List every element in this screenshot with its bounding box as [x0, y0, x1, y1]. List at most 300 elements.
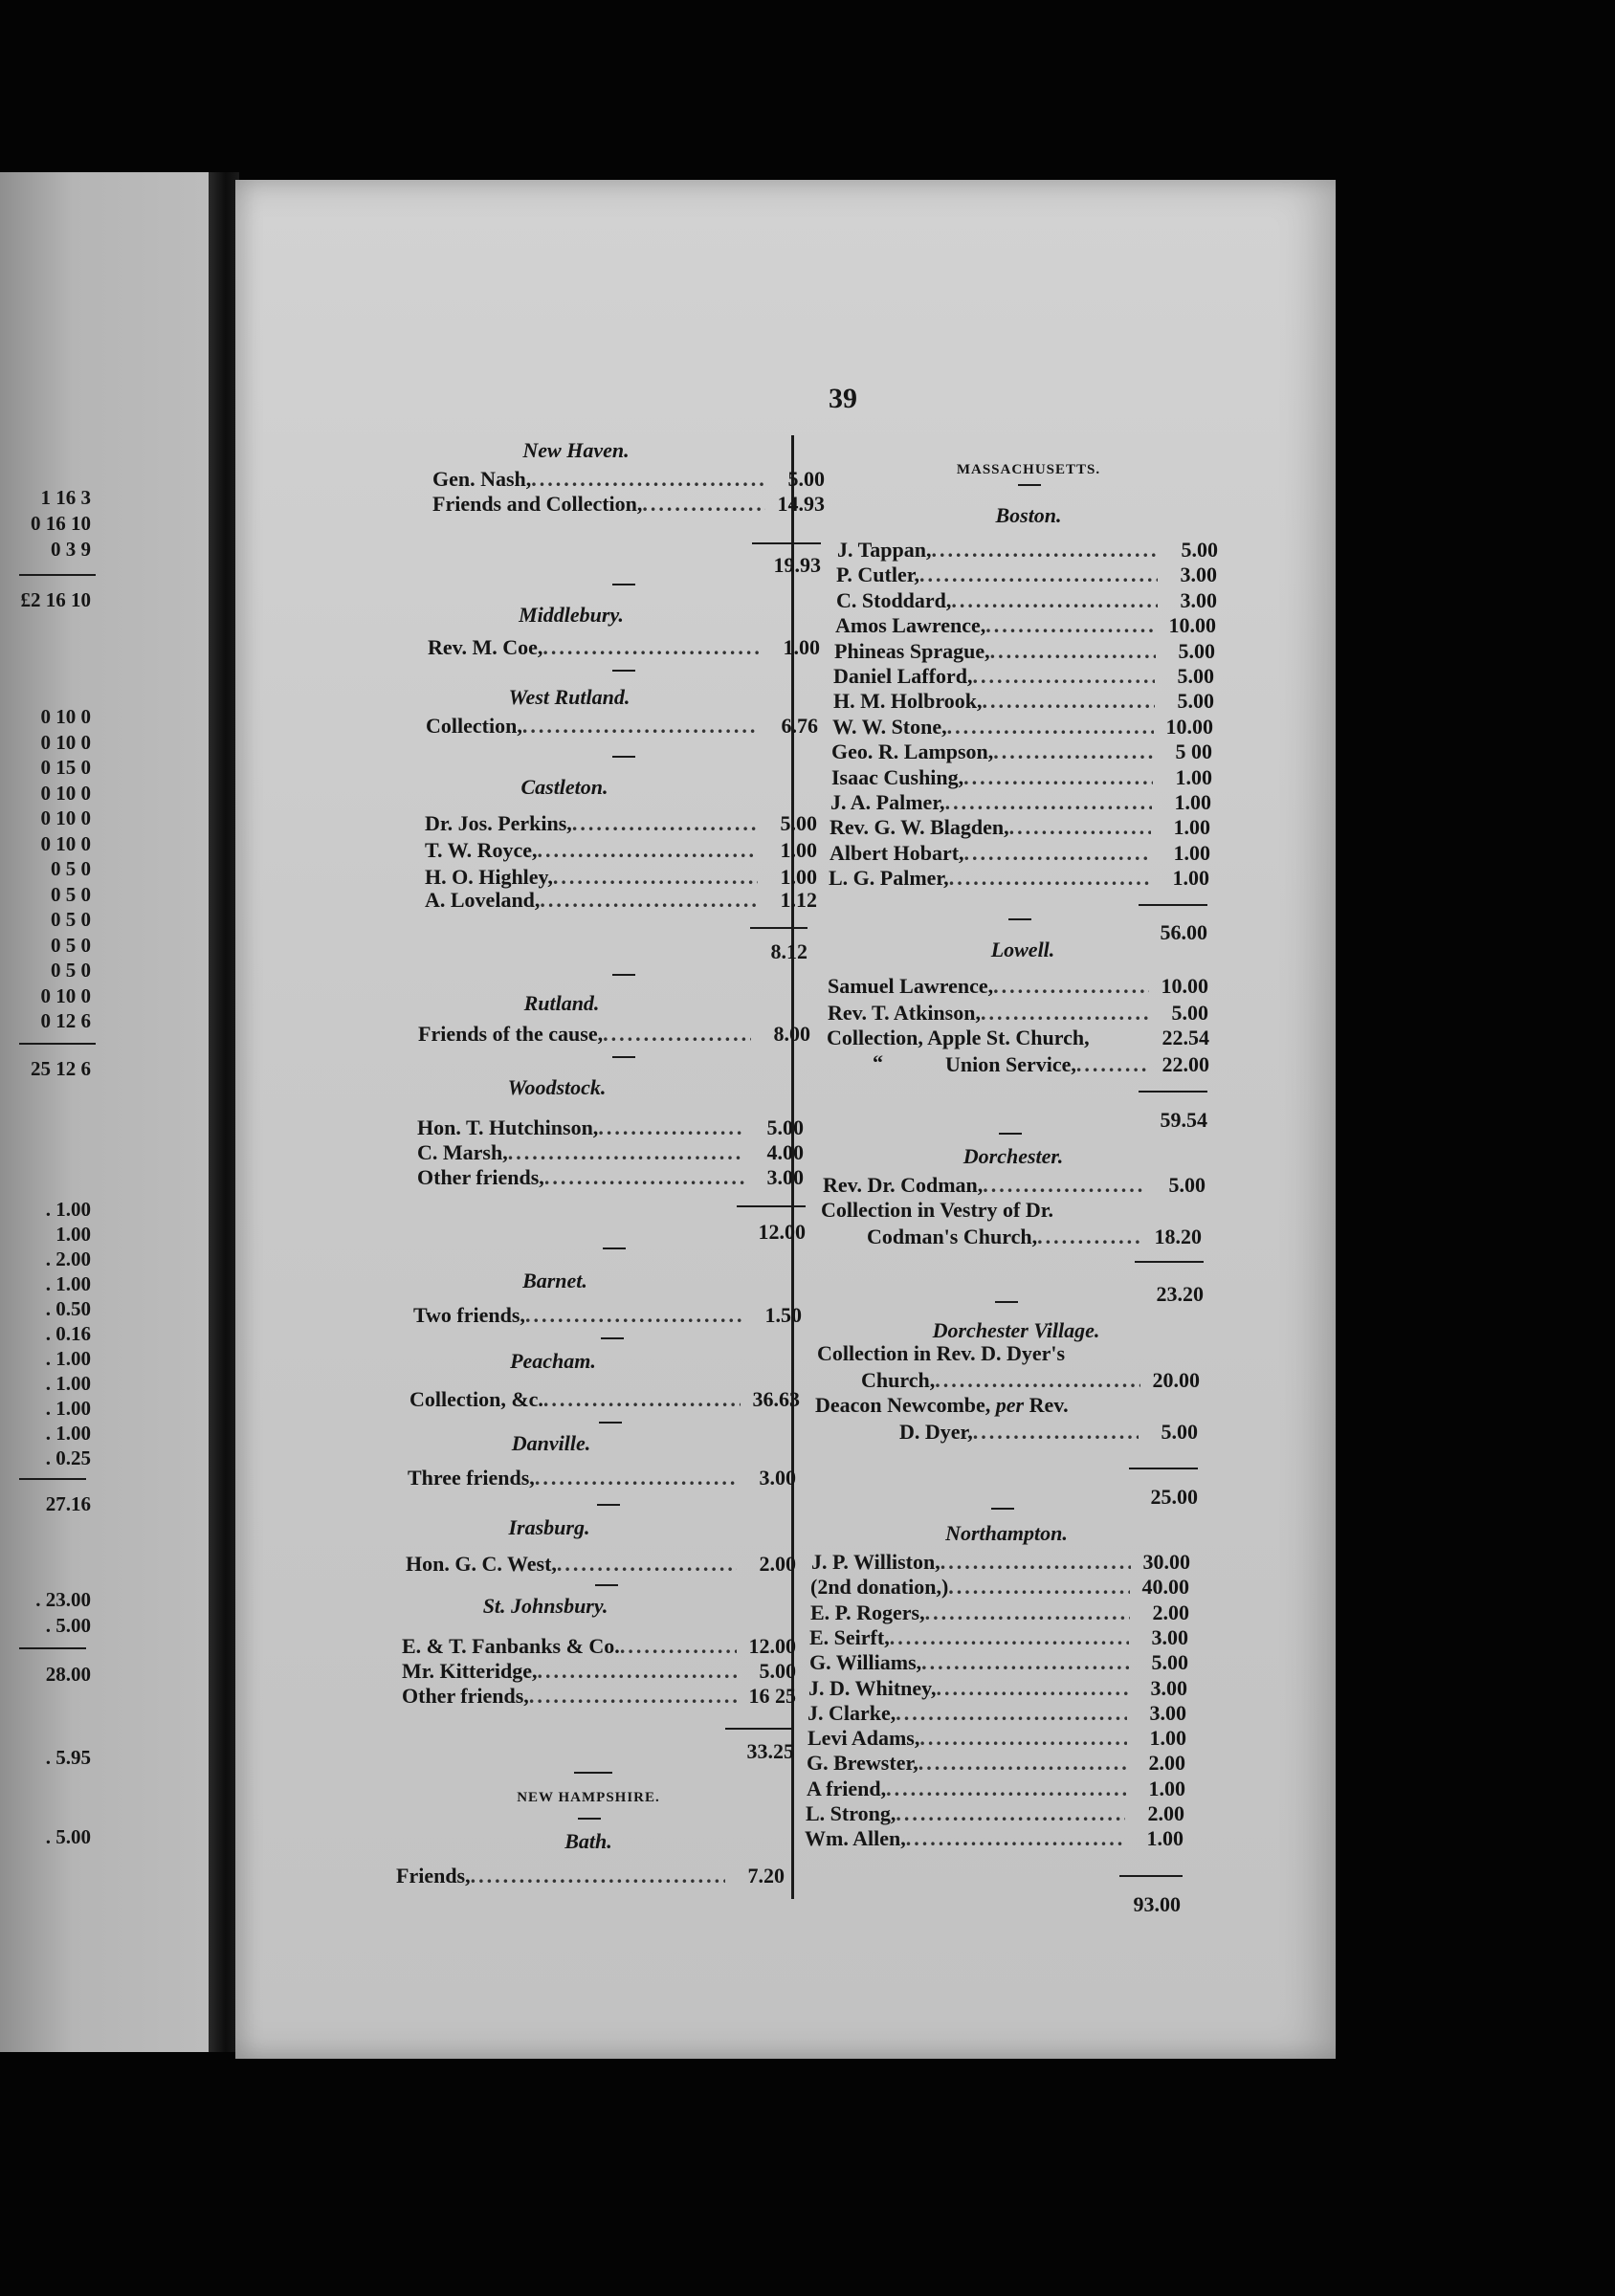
leader-dots: [572, 811, 758, 836]
total-rule: [1135, 1261, 1204, 1263]
state-heading: NEW HAMPSHIRE.: [517, 1790, 660, 1805]
amount: 10.00: [1161, 974, 1208, 998]
section-dash: [612, 756, 635, 758]
amount: 14.93: [777, 492, 825, 516]
amount: 3.00: [1151, 1624, 1188, 1649]
donation-entry: [831, 765, 1212, 790]
amount: 4.00: [766, 1140, 804, 1164]
amount: 5.00: [1161, 1420, 1198, 1444]
amount: 1.12: [780, 888, 817, 912]
section-dash: [1008, 918, 1031, 920]
leader-dots: [538, 1659, 737, 1684]
leader-dots: [921, 1650, 1129, 1675]
donor-name: E. & T. Fanbanks & Co.: [402, 1634, 620, 1658]
leader-dots: [642, 492, 765, 517]
leader-dots: [557, 1552, 737, 1577]
town-heading: Rutland.: [523, 991, 600, 1015]
donor-name: Hon. G. C. West,: [406, 1552, 557, 1576]
leader-dots: [535, 1466, 737, 1490]
section-total: 93.00: [1133, 1892, 1181, 1916]
leader-dots: [598, 1115, 744, 1140]
donation-entry: [828, 1001, 1208, 1026]
donation-entry: [861, 1368, 1200, 1393]
donor-name: Other friends,: [417, 1165, 544, 1189]
amount: 1.00: [780, 838, 817, 862]
donor-name: Collection in Rev. D. Dyer's: [817, 1341, 1066, 1365]
left-figure: . 0.16: [45, 1322, 91, 1345]
donor-name: E. P. Rogers,: [810, 1600, 925, 1624]
amount: 5.00: [766, 1115, 804, 1139]
leader-dots: [931, 538, 1159, 563]
total-rule: [19, 1647, 86, 1649]
donor-name: Rev. Dr. Codman,: [823, 1173, 984, 1197]
amount: 2.00: [1147, 1801, 1184, 1825]
leader-dots: [1076, 1052, 1150, 1077]
town-heading: Barnet.: [522, 1269, 587, 1292]
donation-entry: [806, 1801, 1184, 1826]
left-figure: 0 12 6: [40, 1009, 91, 1032]
donor-name: D. Dyer,: [899, 1420, 973, 1444]
leader-dots: [973, 1420, 1139, 1445]
donation-entry: [811, 1550, 1190, 1575]
leader-dots: [544, 1165, 744, 1190]
amount: 3.00: [1180, 587, 1217, 612]
left-figure: . 0.25: [45, 1446, 91, 1469]
donation-entry: [409, 1387, 800, 1412]
left-figure: 0 10 0: [40, 781, 91, 805]
amount: 12.00: [748, 1634, 796, 1658]
donation-entry: [402, 1634, 796, 1659]
amount: 10.00: [1168, 613, 1216, 638]
left-page-fragment: [0, 172, 209, 2052]
donor-name: Geo. R. Lampson,: [831, 740, 994, 764]
amount: 7.20: [747, 1864, 785, 1888]
left-figure: . 1.00: [45, 1198, 91, 1221]
section-dash: [999, 1133, 1022, 1135]
donation-entry: [808, 1701, 1186, 1726]
donation-entry: [828, 974, 1208, 999]
donor-name: (2nd donation,): [810, 1575, 949, 1600]
town-heading: Danville.: [511, 1431, 591, 1455]
donor-name: T. W. Royce,: [425, 838, 538, 862]
town-heading: Peacham.: [510, 1349, 596, 1373]
donation-entry: [830, 790, 1211, 815]
left-figure: . 5.00: [45, 1614, 91, 1637]
town-heading: Irasburg.: [508, 1515, 590, 1539]
left-figure: . 0.50: [45, 1297, 91, 1320]
donation-entry: [833, 664, 1214, 689]
town-heading: Dorchester.: [962, 1144, 1064, 1168]
amount: 6.76: [781, 714, 818, 738]
leader-dots: [886, 1777, 1126, 1801]
donor-name: J. Tappan,: [837, 538, 932, 562]
left-figure: . 23.00: [35, 1588, 91, 1611]
amount: 1.00: [783, 635, 820, 659]
donor-name: Collection in Vestry of Dr.: [821, 1198, 1054, 1222]
donor-name: Rev. G. W. Blagden,: [830, 815, 1009, 840]
donation-entry: [408, 1466, 796, 1490]
donor-name: Three friends,: [408, 1466, 535, 1490]
total-rule: [1139, 1091, 1207, 1093]
leader-dots: [982, 689, 1155, 714]
amount: 1.00: [1148, 1776, 1185, 1800]
amount: 5 00: [1175, 740, 1212, 764]
left-figure: . 5.95: [45, 1746, 91, 1769]
amount: 18.20: [1154, 1225, 1202, 1248]
donor-name: W. W. Stone,: [832, 714, 947, 739]
town-heading: Middlebury.: [519, 603, 624, 627]
page-number: 39: [829, 383, 857, 414]
left-figure: . 2.00: [45, 1247, 91, 1270]
leader-dots: [993, 740, 1153, 764]
donation-entry: [808, 1676, 1187, 1701]
section-total: 56.00: [1160, 920, 1207, 944]
leader-dots: [948, 1575, 1130, 1600]
amount: 36.63: [752, 1387, 800, 1411]
total-rule: [19, 574, 96, 576]
donor-name: Isaac Cushing,: [831, 764, 964, 789]
left-figure: . 1.00: [45, 1272, 91, 1295]
donation-entry: [810, 1575, 1189, 1600]
donor-name: J. A. Palmer,: [830, 790, 945, 814]
left-figure: 0 10 0: [40, 730, 91, 754]
donation-entry: [432, 492, 825, 517]
donor-name: Mr. Kitteridge,: [402, 1659, 538, 1683]
donor-name: Phineas Sprague,: [834, 638, 990, 663]
leader-dots: [940, 1550, 1131, 1575]
donation-entry: [402, 1659, 796, 1684]
left-figure: 0 5 0: [51, 908, 91, 931]
left-figure: 0 5 0: [51, 857, 91, 880]
left-figure: 0 5 0: [51, 959, 91, 982]
left-figure: 0 10 0: [40, 705, 91, 728]
donor-name: Levi Adams,: [808, 1726, 920, 1751]
leader-dots: [919, 1726, 1127, 1751]
donor-name: A. Loveland,: [425, 888, 541, 912]
total-rule: [725, 1728, 794, 1730]
donor-name: Rev. M. Coe,: [428, 635, 543, 659]
leader-dots: [542, 635, 761, 660]
donor-name: Two friends,: [413, 1303, 525, 1327]
section-total: 33.25: [746, 1739, 794, 1763]
donor-name: Dr. Jos. Perkins,: [425, 811, 572, 835]
section-dash: [1018, 484, 1041, 486]
donor-name: P. Cutler,: [836, 563, 919, 587]
donation-entry: [827, 1026, 1209, 1050]
donation-entry: [834, 639, 1215, 664]
donation-entry: [417, 1165, 804, 1190]
donation-entry: [418, 1022, 810, 1047]
town-heading: Boston.: [995, 503, 1062, 527]
donation-entry: [836, 588, 1217, 613]
state-heading: MASSACHUSETTS.: [956, 462, 1101, 477]
left-total: 28.00: [45, 1663, 91, 1686]
amount: 22.00: [1161, 1052, 1209, 1076]
donor-name: A friend,: [807, 1776, 887, 1800]
section-dash: [991, 1508, 1014, 1510]
donor-name: Other friends,: [402, 1684, 529, 1708]
section-dash: [995, 1301, 1018, 1303]
donation-entry: [432, 467, 825, 492]
leader-dots: [963, 765, 1153, 790]
donation-entry: [426, 714, 818, 739]
donor-name: Collection, &c.: [409, 1387, 543, 1411]
amount: 3.00: [766, 1165, 804, 1189]
donor-name: J. D. Whitney,: [808, 1675, 937, 1700]
total-rule: [752, 542, 821, 544]
donor-name: Codman's Church,: [867, 1225, 1038, 1248]
donation-entry: [808, 1726, 1186, 1751]
leader-dots: [983, 1173, 1146, 1198]
donation-entry: [836, 563, 1217, 587]
left-figure: . 1.00: [45, 1397, 91, 1420]
donation-entry: [428, 635, 820, 660]
amount: 5.00: [759, 1659, 796, 1683]
section-dash: [599, 1422, 622, 1424]
leader-dots: [919, 563, 1158, 587]
leader-dots: [540, 888, 758, 913]
donor-name: J. P. Williston,: [811, 1550, 940, 1574]
amount: 5.00: [1151, 1650, 1188, 1675]
donation-entry: [837, 538, 1218, 563]
total-rule: [1129, 1468, 1198, 1469]
town-heading: Woodstock.: [507, 1075, 607, 1099]
donation-entry: [833, 689, 1214, 714]
donor-name: G. Williams,: [809, 1650, 922, 1675]
leader-dots: [918, 1751, 1126, 1776]
town-heading: Northampton.: [945, 1521, 1068, 1545]
amount: 1.00: [1173, 840, 1210, 865]
amount: 5.00: [787, 467, 825, 491]
donation-entry: [425, 865, 817, 890]
amount: 20.00: [1152, 1368, 1200, 1392]
donor-name: C. Stoddard,: [836, 587, 952, 612]
amount: 1.00: [1173, 815, 1210, 840]
amount: 5.00: [1168, 1173, 1206, 1197]
donor-name: Albert Hobart,: [830, 840, 964, 865]
amount: 5.00: [1177, 664, 1214, 688]
leader-dots: [972, 664, 1155, 689]
amount: 5.00: [1171, 1001, 1208, 1025]
town-heading: New Haven.: [522, 438, 630, 462]
donor-name: [815, 1393, 1198, 1418]
donation-entry: [831, 740, 1212, 764]
donation-entry: [830, 815, 1210, 840]
donation-entry: [899, 1420, 1198, 1445]
section-total: 12.00: [758, 1220, 806, 1244]
donation-entry: [835, 613, 1216, 638]
amount: 5.00: [1181, 538, 1218, 562]
amount: 1.00: [1174, 790, 1211, 814]
donation-entry: [809, 1625, 1188, 1650]
donor-name: Amos Lawrence,: [835, 613, 986, 638]
total-rule: [1119, 1875, 1183, 1877]
donation-entry: [809, 1650, 1188, 1675]
left-figure: 0 10 0: [40, 983, 91, 1007]
total-rule: [574, 1772, 612, 1774]
donation-entry: [810, 1601, 1189, 1625]
left-figure: 0 3 9: [51, 538, 91, 561]
amount: 2.00: [759, 1552, 796, 1576]
leader-dots: [890, 1625, 1129, 1650]
donor-name: Deacon Newcombe,: [815, 1393, 991, 1417]
leader-dots: [985, 613, 1157, 638]
leader-dots: [949, 866, 1150, 891]
donation-entry: [425, 811, 817, 836]
left-figure: 1.00: [55, 1223, 91, 1246]
donation-entry: [829, 866, 1209, 891]
leader-dots: [936, 1676, 1128, 1701]
donor-name: L. G. Palmer,: [829, 866, 949, 891]
section-dash: [612, 584, 635, 585]
total-rule: [1139, 904, 1207, 906]
amount: 16 25: [748, 1684, 796, 1708]
donor-name: Union Service,: [945, 1052, 1076, 1076]
left-total: 27.16: [45, 1492, 91, 1515]
leader-dots: [964, 841, 1151, 866]
amount: 2.00: [1152, 1600, 1189, 1624]
amount: 3.00: [1180, 563, 1217, 587]
leader-dots: [951, 588, 1158, 613]
leader-dots: [543, 1387, 741, 1412]
left-figure: 0 5 0: [51, 882, 91, 906]
donor-name: H. M. Holbrook,: [833, 689, 983, 714]
amount: 3.00: [1149, 1700, 1186, 1725]
amount: 5.00: [780, 811, 817, 835]
left-total: 25 12 6: [31, 1057, 91, 1080]
left-figure: 0 5 0: [51, 933, 91, 957]
left-figure: 0 15 0: [40, 756, 91, 779]
donation-entry: [830, 841, 1210, 866]
donation-entry: [945, 1052, 1209, 1077]
leader-dots: [993, 974, 1149, 999]
donation-entry: [417, 1140, 804, 1165]
leader-dots: [471, 1864, 725, 1888]
section-dash: [578, 1818, 601, 1820]
donation-entry: [413, 1303, 802, 1328]
donation-entry: [425, 838, 817, 863]
section-total: 23.20: [1156, 1282, 1204, 1306]
donor-name: E. Seirft,: [809, 1624, 890, 1649]
donor-name: Friends,: [396, 1864, 471, 1888]
donor-name: Church,: [861, 1368, 936, 1392]
donation-entry: [402, 1684, 796, 1709]
leader-dots: [947, 715, 1154, 740]
left-figure: 0 10 0: [40, 831, 91, 855]
left-figure: . 5.00: [45, 1825, 91, 1848]
section-dash: [595, 1584, 618, 1586]
section-total: 25.00: [1150, 1485, 1198, 1509]
leader-dots: [531, 467, 765, 492]
amount: 2.00: [1148, 1751, 1185, 1776]
leader-dots: [525, 1303, 742, 1328]
town-heading: Bath.: [564, 1829, 612, 1853]
amount: 10.00: [1165, 714, 1213, 739]
donor-name: Gen. Nash,: [432, 467, 532, 491]
amount: 8.00: [773, 1022, 810, 1046]
leader-dots: [990, 639, 1156, 664]
town-heading: Lowell.: [990, 938, 1055, 961]
amount: 30.00: [1142, 1550, 1190, 1574]
town-heading: St. Johnsbury.: [482, 1594, 608, 1618]
total-rule: [19, 1043, 96, 1045]
donor-name: J. Clarke,: [808, 1700, 896, 1725]
left-figure: 1 16 3: [40, 486, 91, 509]
donation-entry: [807, 1751, 1185, 1776]
donation-entry: [807, 1777, 1185, 1801]
donation-entry: [805, 1826, 1184, 1851]
donation-entry: [417, 1115, 804, 1140]
leader-dots: [522, 714, 759, 739]
section-dash: [612, 974, 635, 976]
leader-dots: [896, 1701, 1127, 1726]
amount: 1.00: [1146, 1826, 1184, 1851]
left-figure: . 1.00: [45, 1422, 91, 1445]
section-total: 8.12: [770, 939, 808, 963]
amount: 1.00: [1175, 764, 1212, 789]
amount: 5.00: [1177, 689, 1214, 714]
per-italic: per: [995, 1393, 1025, 1417]
amount: 3.00: [759, 1466, 796, 1490]
donor-name: H. O. Highley,: [425, 865, 553, 889]
ditto-mark: “: [873, 1050, 883, 1074]
town-heading: Castleton.: [520, 775, 608, 799]
leader-dots: [925, 1601, 1130, 1625]
town-heading: Dorchester Village.: [932, 1318, 1100, 1342]
donation-entry: [832, 715, 1213, 740]
donor-name: Friends and Collection,: [432, 492, 643, 516]
section-total: 19.93: [773, 553, 821, 577]
donor-name: Wm. Allen,: [805, 1826, 906, 1851]
donor-name: Collection, Apple St. Church,: [827, 1026, 1090, 1049]
donor-name: Collection,: [426, 714, 522, 738]
leader-dots: [553, 865, 758, 890]
donor-name: Daniel Lafford,: [833, 664, 973, 688]
leader-dots: [538, 838, 758, 863]
section-dash: [612, 1056, 635, 1058]
leader-dots: [906, 1826, 1124, 1851]
amount: 1.50: [764, 1303, 802, 1327]
leader-dots: [620, 1634, 737, 1659]
leader-dots: [935, 1368, 1140, 1393]
town-heading: West Rutland.: [508, 685, 631, 709]
total-rule: [737, 1205, 806, 1207]
section-total: 59.54: [1160, 1108, 1207, 1132]
section-dash: [601, 1337, 624, 1339]
leader-dots: [945, 790, 1152, 815]
amount: 3.00: [1150, 1675, 1187, 1700]
section-dash: [603, 1247, 626, 1249]
section-dash: [597, 1504, 620, 1506]
leader-dots: [896, 1801, 1125, 1826]
left-figure: 0 16 10: [31, 512, 91, 535]
amount: 22.54: [1161, 1026, 1209, 1049]
donor-name: Friends of the cause,: [418, 1022, 604, 1046]
donor-name: G. Brewster,: [807, 1751, 918, 1776]
donation-entry: [867, 1225, 1202, 1249]
donor-name: C. Marsh,: [417, 1140, 508, 1164]
amount: 40.00: [1141, 1575, 1189, 1600]
section-dash: [612, 670, 635, 672]
left-total: £2 16 10: [20, 588, 91, 611]
donor-name: Hon. T. Hutchinson,: [417, 1115, 599, 1139]
leader-dots: [1009, 815, 1151, 840]
amount: 5.00: [1178, 638, 1215, 663]
donor-name: L. Strong,: [806, 1801, 896, 1825]
donation-entry: [396, 1864, 785, 1888]
leader-dots: [981, 1001, 1149, 1026]
leader-dots: [508, 1140, 744, 1165]
